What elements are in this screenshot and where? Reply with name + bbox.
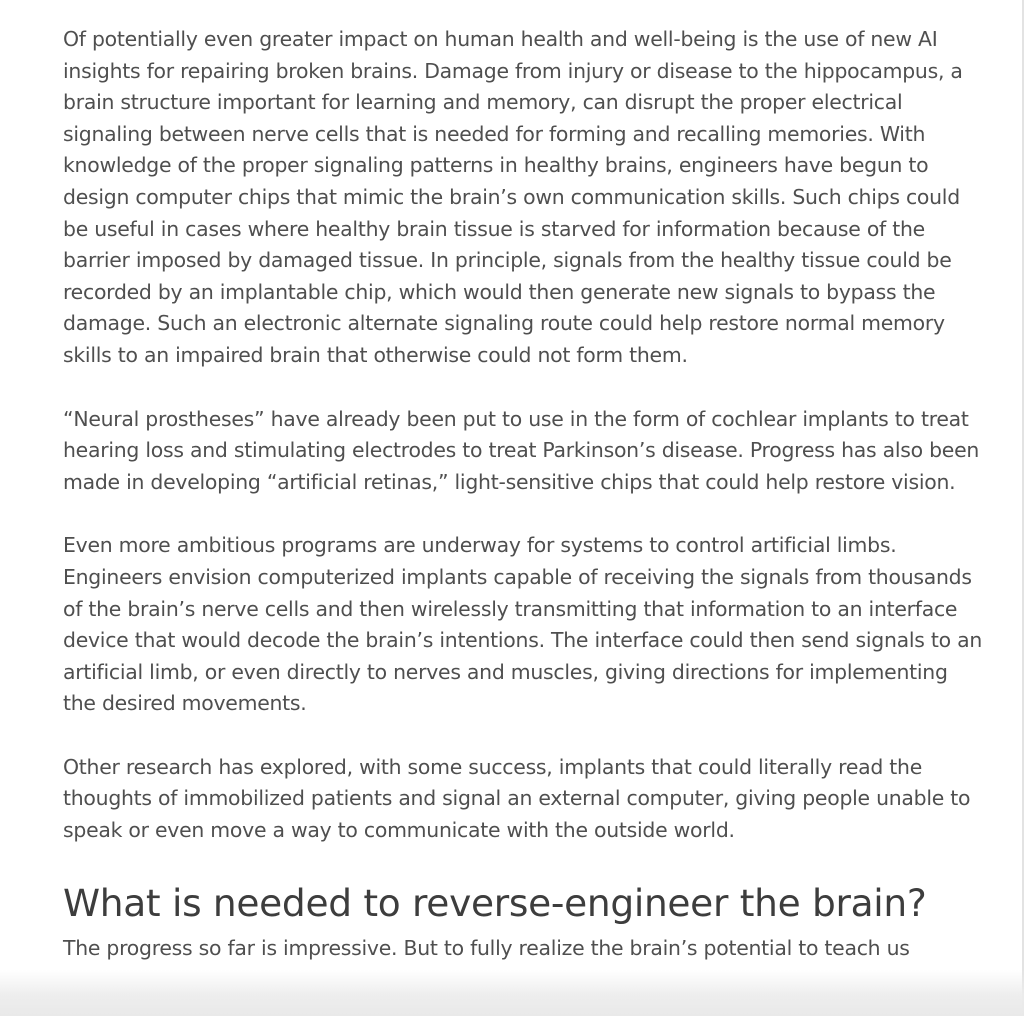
article-paragraph: Even more ambitious programs are underway for systems to control artificial limbs. Engineers envision computerized implants capable of receiving the signals from thousands of the brain’s nerve cells and then wirelessly transmitting that information to an interface device that would decode the brain’s intentions. The interface could then send signals to an artificial limb, or even directly to nerves and muscles, giving directions for implementing the desired movements. <box>63 533 983 716</box>
bottom-fade-overlay <box>0 970 1024 1016</box>
article-paragraph-cutoff: The progress so far is impressive. But to fully realize the brain’s potential to teach us <box>63 935 910 960</box>
section-heading: What is needed to reverse-engineer the brain? <box>63 880 927 925</box>
article-paragraph: Other research has explored, with some success, implants that could literally read the thoughts of immobilized patients and signal an external computer, giving people unable to speak or even move a way to communicate with the outside world. <box>63 754 971 843</box>
article-paragraph: “Neural prostheses” have already been put to use in the form of cochlear implants to treat hearing loss and stimulating electrodes to treat Parkinson’s disease. Progress has also been made in developing “artificial retinas,” light-sensitive chips that could help restore vision. <box>63 406 980 494</box>
article-paragraph: Of potentially even greater impact on human health and well-being is the use of new AI insights for repairing broken brains. Damage from injury or disease to the hippocampus, a brain structure important for learning and memory, can disrupt the proper electrical signaling between nerve cells that is needed for forming and recalling memories. With knowledge of the proper signaling patterns in healthy brains, engineers have begun to design computer chips that mimic the brain’s own communication skills. Such chips could be useful in cases where healthy brain tissue is starved for information because of the barrier imposed by damaged tissue. In principle, signals from the healthy tissue could be recorded by an implantable chip, which would then generate new signals to bypass the damage. Such an electronic alternate signaling route could help restore normal memory skills to an impaired brain that otherwise could not form them. <box>63 27 963 367</box>
article-body <box>63 24 983 964</box>
